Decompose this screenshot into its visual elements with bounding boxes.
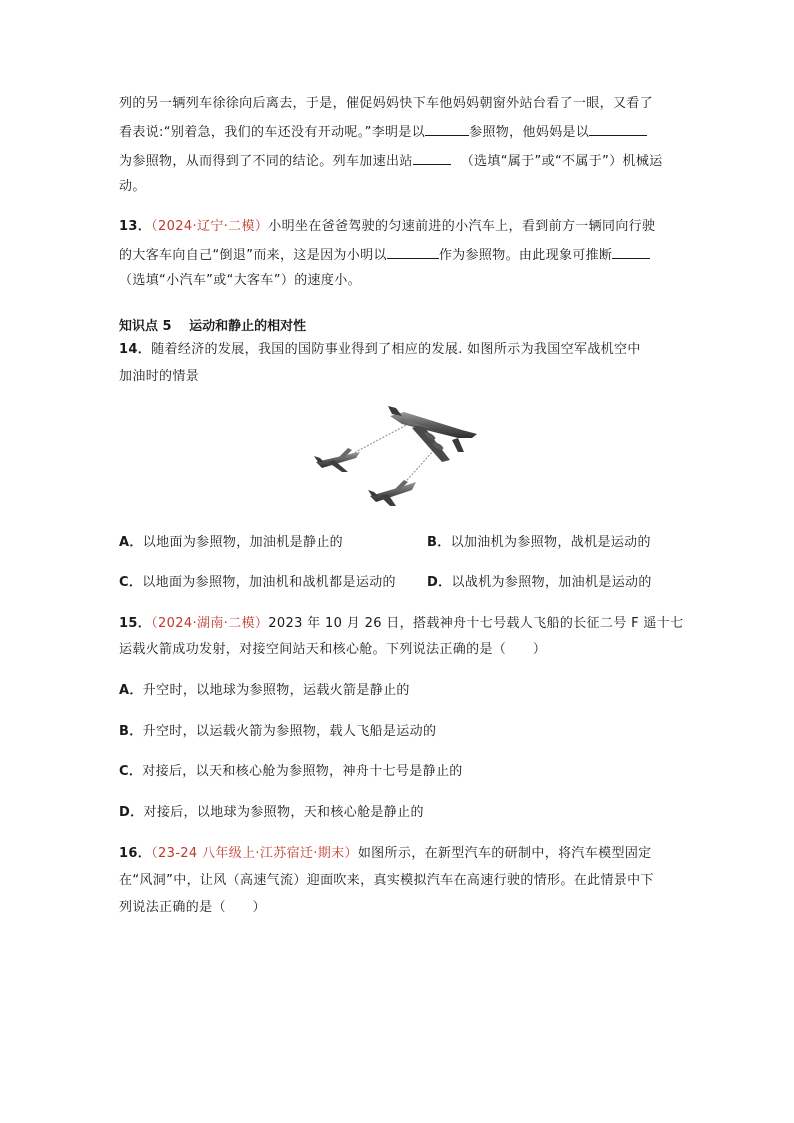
option-text: 以战机为参照物，加油机是运动的 xyxy=(451,575,652,590)
q16-text-3: 列说法正确的是（ ） xyxy=(119,900,266,915)
q12-text-2b: 参照物，他妈妈是以 xyxy=(469,125,590,140)
question-number: 15． xyxy=(119,616,152,631)
option-c[interactable] xyxy=(119,574,396,592)
q15-line-2 xyxy=(119,641,546,659)
q12-text-3a: 为参照物，从而得到了不同的结论。列车加速出站 xyxy=(119,154,413,169)
q12-line-2 xyxy=(119,122,647,142)
q13-text-2a: 的大客车向自己“倒退”而来，这是因为小明以 xyxy=(119,248,387,263)
q12-text-1: 列的另一辆列车徐徐向后离去，于是，催促妈妈快下车他妈妈朝窗外站台看了一眼，又看了 xyxy=(119,96,654,111)
q15-text-1: 2023 年 10 月 26 日，搭载神舟十七号载人飞船的长征二号 F 遥十七 xyxy=(268,616,684,631)
q12-line-4 xyxy=(119,178,146,196)
option-key: C． xyxy=(119,575,143,590)
answer-blank[interactable] xyxy=(425,122,469,136)
q12-text-2a: 看表说:“别着急，我们的车还没有开动呢。”李明是以 xyxy=(119,125,426,140)
option-text: 以地面为参照物，加油机和战机都是运动的 xyxy=(142,575,396,590)
option-text: 以加油机为参照物，战机是运动的 xyxy=(450,535,651,550)
option-d[interactable] xyxy=(119,804,424,822)
question-number: 14． xyxy=(119,342,152,357)
q14-text-1: 随着经济的发展，我国的国防事业得到了相应的发展. 如图所示为我国空军战机空中 xyxy=(151,342,641,357)
fighter-jet xyxy=(314,448,360,472)
aerial-refueling-figure xyxy=(312,402,486,514)
q13-text-2b: 作为参照物。由此现象可推断 xyxy=(438,248,613,263)
question-source: （2024·湖南·二模） xyxy=(151,616,269,631)
option-key: D． xyxy=(427,575,452,590)
option-a[interactable] xyxy=(119,682,410,700)
q16-line-3 xyxy=(119,899,266,917)
option-key: A． xyxy=(119,683,143,698)
option-b[interactable] xyxy=(427,534,651,552)
answer-blank[interactable] xyxy=(589,122,647,136)
question-source: （2024·辽宁·二模） xyxy=(151,219,269,234)
option-b[interactable] xyxy=(119,723,436,741)
option-d[interactable] xyxy=(427,574,652,592)
q13-line-3 xyxy=(119,272,361,290)
question-number: 16． xyxy=(119,846,152,861)
q12-line-1 xyxy=(119,95,653,113)
q16-line-1 xyxy=(119,845,652,863)
q12-text-4: 动。 xyxy=(119,179,146,194)
answer-blank[interactable] xyxy=(612,245,650,259)
tanker-aircraft xyxy=(388,406,477,462)
q16-line-2 xyxy=(119,872,654,890)
option-key: B． xyxy=(119,724,143,739)
option-text: 升空时，以地球为参照物，运载火箭是静止的 xyxy=(142,683,410,698)
option-text: 对接后，以天和核心舱为参照物，神舟十七号是静止的 xyxy=(142,764,463,779)
option-text: 升空时，以运载火箭为参照物，载人飞船是运动的 xyxy=(142,724,437,739)
answer-blank[interactable] xyxy=(413,151,451,165)
option-text: 以地面为参照物，加油机是静止的 xyxy=(142,535,344,550)
question-number: 13． xyxy=(119,219,152,234)
q16-text-2: 在“风洞”中，让风（高速气流）迎面吹来，真实模拟汽车在高速行驶的情形。在此情景中下 xyxy=(119,873,654,888)
option-a[interactable] xyxy=(119,534,343,552)
option-key: D． xyxy=(119,805,144,820)
option-text: 对接后，以地球为参照物，天和核心舱是静止的 xyxy=(143,805,424,820)
q14-text-2: 加油时的情景 xyxy=(119,369,200,384)
q13-text-1: 小明坐在爸爸驾驶的匀速前进的小汽车上，看到前方一辆同向行驶 xyxy=(268,219,656,234)
q13-text-3: （选填“小汽车”或“大客车”）的速度小。 xyxy=(119,273,361,288)
q12-text-3b: （选填“属于”或“不属于”）机械运 xyxy=(460,154,663,169)
option-key: C． xyxy=(119,764,143,779)
q13-line-1 xyxy=(119,218,655,236)
fighter-jet xyxy=(368,480,416,506)
answer-blank[interactable] xyxy=(387,245,439,259)
q14-line-1 xyxy=(119,341,641,359)
q13-line-2 xyxy=(119,245,650,265)
section-heading: 知识点 5 运动和静止的相对性 xyxy=(119,319,307,334)
q15-line-1 xyxy=(119,615,683,633)
q16-text-1: 如图所示，在新型汽车的研制中，将汽车模型固定 xyxy=(357,846,652,861)
refuel-hose xyxy=(352,422,412,454)
option-c[interactable] xyxy=(119,763,463,781)
q14-line-2 xyxy=(119,368,199,386)
question-source: （23-24 八年级上·江苏宿迁·期末） xyxy=(151,846,358,861)
option-key: A． xyxy=(119,535,143,550)
q12-line-3 xyxy=(119,151,663,171)
option-key: B． xyxy=(427,535,451,550)
q15-text-2: 运载火箭成功发射，对接空间站天和核心舱。下列说法正确的是（ ） xyxy=(119,642,547,657)
